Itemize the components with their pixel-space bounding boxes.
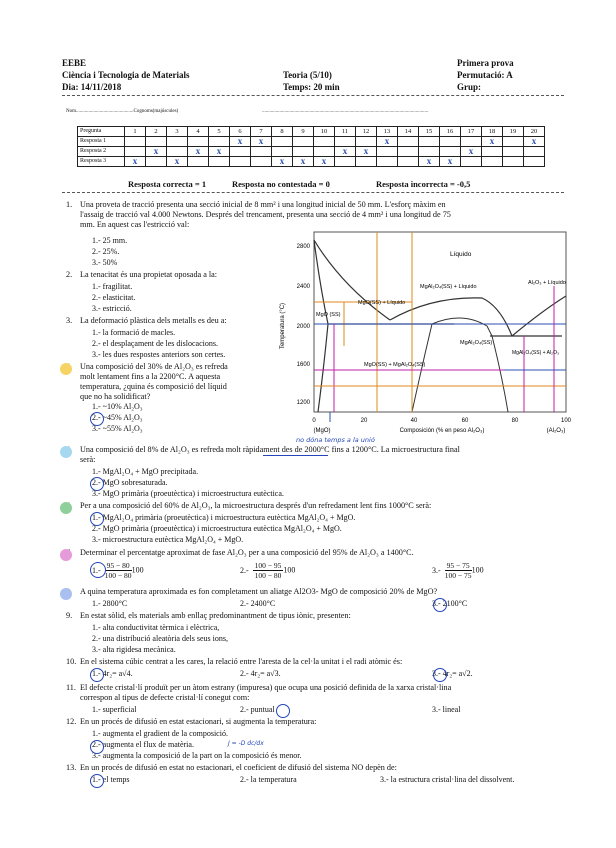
fraction-option[interactable] xyxy=(240,561,295,580)
answer-circle xyxy=(90,774,104,788)
answer-option[interactable]: 2.- 4r₂= a√3. xyxy=(240,669,281,678)
answer-cell[interactable] xyxy=(272,137,293,147)
answer-table xyxy=(77,126,545,167)
answer-cell[interactable] xyxy=(419,137,440,147)
answer-option[interactable]: 1.- alta conductivitat tèrmica i elèctrica, xyxy=(92,623,220,632)
answer-cell[interactable] xyxy=(293,137,314,147)
answer-cell[interactable] xyxy=(482,147,503,157)
answer-option[interactable]: 3.- 4r₂= a√2. xyxy=(432,669,473,678)
answer-cell[interactable] xyxy=(146,157,167,167)
question-number-cell: 9 xyxy=(293,127,314,137)
handwritten-note: no dóna temps a la unió xyxy=(296,436,375,444)
option-prefix: 3.- xyxy=(432,565,441,575)
question-number-cell: 20 xyxy=(524,127,545,137)
y-tick: 1200 xyxy=(296,400,310,406)
x-axis-label: Composición (% en peso Al₂O₃) xyxy=(399,428,485,434)
answer-cell[interactable] xyxy=(524,147,545,157)
answer-cell[interactable]: x xyxy=(377,137,398,147)
exam-section: Teoria (5/10) xyxy=(283,70,332,80)
answer-cell[interactable] xyxy=(461,157,482,167)
answer-circle xyxy=(433,598,447,612)
fraction xyxy=(105,561,132,580)
phase-diagram xyxy=(272,226,572,446)
name-dots: ..................................................................................................................................... xyxy=(262,109,429,114)
question-line: Una composició del 30% de Al₂O₃ es refreda xyxy=(80,362,228,371)
answer-option[interactable]: 2.- MgO primària (proeutèctica) i microestructura eutèctica MgAl₂O₄ + MgO. xyxy=(92,524,342,533)
x-tick: 0 xyxy=(312,418,316,424)
question-line: La tenacitat és una propietat oposada a la: xyxy=(80,270,218,279)
answer-option[interactable]: 3.- alta rigidesa mecànica. xyxy=(92,645,176,654)
answer-circle xyxy=(90,740,104,754)
question-line: serà: xyxy=(80,455,96,464)
question-text xyxy=(66,587,437,597)
x-tick: 100 xyxy=(560,418,572,424)
region-label: Al₂O₃ + Líquido xyxy=(528,280,566,286)
question-number: 9. xyxy=(66,611,73,620)
highlight-dot xyxy=(60,549,72,561)
answer-option[interactable]: 1.- fragilitat. xyxy=(92,282,133,291)
answer-cell[interactable] xyxy=(377,147,398,157)
answer-cell[interactable] xyxy=(293,147,314,157)
question-text xyxy=(66,548,414,558)
answer-cell[interactable] xyxy=(377,157,398,167)
answer-cell[interactable]: x xyxy=(419,157,440,167)
question-number-cell: 1 xyxy=(125,127,146,137)
answer-cell[interactable] xyxy=(503,157,524,167)
underline-mark xyxy=(263,455,328,456)
answer-cell[interactable] xyxy=(188,137,209,147)
question-number: 1. xyxy=(66,200,73,209)
answer-option[interactable]: 1.- el temps xyxy=(92,775,130,784)
table-row xyxy=(78,147,545,157)
question-number: 10. xyxy=(66,657,77,666)
question-text xyxy=(80,392,150,402)
answer-option[interactable]: 2.- una distribució aleatòria dels seus ions, xyxy=(92,634,228,643)
answer-circle xyxy=(90,512,104,526)
answer-cell[interactable] xyxy=(209,157,230,167)
course-name: Ciència i Tecnologia de Materials xyxy=(62,70,190,80)
exam-date: Dia: 14/11/2018 xyxy=(62,82,122,92)
answer-cell[interactable]: x xyxy=(125,157,146,167)
question-number-cell: 5 xyxy=(209,127,230,137)
region-label: MgO (SS) xyxy=(316,312,341,318)
answer-option[interactable]: 2.- puntual xyxy=(240,705,275,714)
x-end-label: (Al₂O₃) xyxy=(546,428,566,434)
answer-cell[interactable] xyxy=(230,147,251,157)
question-text xyxy=(80,455,95,465)
answer-cell[interactable]: x xyxy=(146,147,167,157)
answer-option[interactable]: 1.- la formació de macles. xyxy=(92,328,176,337)
answer-cell[interactable] xyxy=(482,157,503,167)
answer-option[interactable]: 2.- MgO sobresaturada. xyxy=(92,478,168,487)
x-tick: 80 xyxy=(511,418,519,424)
question-line: correspon al tipus de defecte cristal·lí conegut com: xyxy=(80,693,250,702)
question-line: Una proveta de tracció presenta una secció inicial de 8 mm² i una longitud inicial de 50 mm. L'esforç màxim en xyxy=(80,200,446,209)
question-line: La deformació plàstica dels metalls es deu a: xyxy=(80,316,227,325)
answer-cell[interactable]: x xyxy=(482,137,503,147)
question-line: Per a una composició del 60% de Al₂O₃, la microestructura després d'un refredament lent fins 1000°C serà: xyxy=(80,501,432,510)
x-tick: 40 xyxy=(410,418,418,424)
question-text xyxy=(66,200,446,210)
y-tick: 2000 xyxy=(296,324,310,330)
answer-cell[interactable]: x xyxy=(314,157,335,167)
question-number: 12. xyxy=(66,717,77,726)
name-label: Nom..............................................Cognoms(majúscules) xyxy=(66,109,179,114)
answer-cell[interactable] xyxy=(524,157,545,167)
denominator: 100 − 80 xyxy=(254,571,282,580)
answer-option[interactable]: 3.- microestructura eutèctica MgAl₂O₄ + MgO. xyxy=(92,535,244,544)
question-text xyxy=(66,611,351,621)
question-text xyxy=(66,362,228,372)
answer-option[interactable]: 3.- 2100°C xyxy=(432,599,468,608)
option-suffix: 100 xyxy=(283,565,296,575)
school-name: EEBE xyxy=(62,58,87,68)
answer-cell[interactable]: x xyxy=(356,147,377,157)
question-text xyxy=(66,501,431,511)
option-prefix: 2.- xyxy=(240,565,249,575)
question-number-cell: 4 xyxy=(188,127,209,137)
question-line: mm. En aquest cas l'estricció val: xyxy=(80,220,190,229)
question-line: Una composició del 8% de Al₂O₃ es refreda molt ràpidament des de 2000°C fins a 1200°C. La microestructura final xyxy=(80,445,460,454)
region-label: MgAl₂O₄(SS) + Al₂O₃ xyxy=(512,350,559,356)
question-text xyxy=(80,693,249,703)
question-number: 3. xyxy=(66,316,73,325)
question-number-cell: 14 xyxy=(398,127,419,137)
permutation: Permutació: A xyxy=(457,70,513,80)
fraction xyxy=(253,561,284,580)
row-label: Resposta 3 xyxy=(78,157,125,167)
question-number: 2. xyxy=(66,270,73,279)
denominator: 100 − 75 xyxy=(444,571,472,580)
answer-option[interactable]: 1.- 4r₂= a√4. xyxy=(92,669,133,678)
region-label: MgAl₂O₄(SS) + Líquido xyxy=(420,284,477,290)
question-number-cell: 12 xyxy=(356,127,377,137)
answer-circle xyxy=(90,477,104,491)
fraction xyxy=(445,561,472,580)
question-text xyxy=(66,316,227,326)
exam-time: Temps: 20 min xyxy=(283,82,340,92)
question-line: Determinar el percentatge aproximat de fase Al₂O₃ per a una composició del 95% de Al₂O₃ a 1400°C. xyxy=(80,548,414,557)
x-tick: 60 xyxy=(461,418,469,424)
answer-cell[interactable] xyxy=(209,137,230,147)
question-number: 13. xyxy=(66,763,77,772)
question-number-cell: 8 xyxy=(272,127,293,137)
divider xyxy=(62,95,564,96)
answer-cell[interactable]: x xyxy=(293,157,314,167)
option-suffix: 100 xyxy=(131,565,144,575)
region-label: MgAl₂O₄(SS) xyxy=(460,340,493,346)
question-line: molt lentament fins a la 2200°C. A aquesta xyxy=(80,372,221,381)
question-text xyxy=(66,445,460,455)
question-text xyxy=(80,220,189,230)
question-number-cell: 11 xyxy=(335,127,356,137)
answer-option[interactable]: 1.- 2800°C xyxy=(92,599,128,608)
answer-cell[interactable]: x xyxy=(188,147,209,157)
answer-option[interactable]: 3.- 50% xyxy=(92,258,118,267)
answer-cell[interactable] xyxy=(314,147,335,157)
answer-cell[interactable] xyxy=(188,157,209,167)
question-line: En estat sòlid, els materials amb enllaç predominantment de tipus iònic, presenten: xyxy=(80,611,351,620)
answer-cell[interactable] xyxy=(314,137,335,147)
score-wrong: Resposta incorrecta = -0,5 xyxy=(376,179,471,189)
fraction-option[interactable] xyxy=(432,561,484,580)
question-line: El defecte cristal·lí produït per un àtom estrany (impuresa) que ocupa una posició definida de la xarxa cristal·lina xyxy=(80,683,452,692)
answer-cell[interactable] xyxy=(167,137,188,147)
answer-option[interactable]: 3.- estricció. xyxy=(92,304,132,313)
numerator: 100 − 95 xyxy=(254,561,282,570)
numerator: 95 − 80 xyxy=(106,561,130,570)
x-tick: 20 xyxy=(360,418,368,424)
question-text xyxy=(66,717,316,727)
answer-cell[interactable]: x xyxy=(251,137,272,147)
answer-option[interactable]: 2.- elasticitat. xyxy=(92,293,136,302)
question-text xyxy=(66,763,397,773)
y-tick: 1600 xyxy=(296,362,310,368)
question-number-cell: 18 xyxy=(482,127,503,137)
option-prefix: 1.- xyxy=(92,565,101,575)
answer-cell[interactable] xyxy=(146,137,167,147)
answer-circle xyxy=(276,704,290,718)
answer-cell[interactable] xyxy=(461,137,482,147)
handwritten-formula: J = -D dc/dx xyxy=(228,740,264,747)
answer-option[interactable]: 1.- superficial xyxy=(92,705,137,714)
answer-option[interactable]: 2.- augmenta el flux de matèria. xyxy=(92,740,194,749)
answer-cell[interactable] xyxy=(167,147,188,157)
answer-cell[interactable]: x xyxy=(524,137,545,147)
question-number-cell: 15 xyxy=(419,127,440,137)
question-text xyxy=(66,683,451,693)
y-axis-label: Temperatura (°C) xyxy=(280,302,286,350)
question-line: temperatura, ¿quina és composició del líquid xyxy=(80,382,227,391)
question-line: En un procés de difusió en estat no estacionari, el coeficient de difusió del sistema NO depèn de: xyxy=(80,763,397,772)
answer-option[interactable]: 3.- MgO primària (proeutèctica) i microestructura eutèctica. xyxy=(92,489,284,498)
answer-cell[interactable]: x xyxy=(230,137,251,147)
question-line: que no ha solidificat? xyxy=(80,392,151,401)
answer-option[interactable]: 3.- augmenta la composició de la part on la composició és menor. xyxy=(92,751,302,760)
answer-option[interactable]: 1.- MgAl₂O₄ + MgO precipitada. xyxy=(92,467,199,476)
answer-cell[interactable] xyxy=(125,137,146,147)
question-number-cell: 3 xyxy=(167,127,188,137)
answer-option[interactable]: 2.- el desplaçament de les dislocacions. xyxy=(92,339,218,348)
row-label: Resposta 1 xyxy=(78,137,125,147)
question-text xyxy=(80,382,227,392)
answer-cell[interactable] xyxy=(503,137,524,147)
answer-cell[interactable] xyxy=(440,137,461,147)
answer-option[interactable]: 1.- ~10% Al₂O₃ xyxy=(92,402,143,411)
answer-cell[interactable] xyxy=(398,137,419,147)
region-label: Líquido xyxy=(450,251,472,258)
answer-cell[interactable] xyxy=(398,147,419,157)
question-number: 11. xyxy=(66,683,76,692)
answer-option[interactable]: 1.- MgAl₂O₄ primària (proeutèctica) i microestructura eutèctica MgAl₂O₄ + MgO. xyxy=(92,513,356,522)
table-header-label: Pregunta xyxy=(78,127,125,137)
question-number-cell: 17 xyxy=(461,127,482,137)
question-text xyxy=(80,372,220,382)
answer-cell[interactable] xyxy=(356,157,377,167)
question-number-cell: 13 xyxy=(377,127,398,137)
answer-cell[interactable] xyxy=(230,157,251,167)
answer-cell[interactable]: x xyxy=(167,157,188,167)
answer-option[interactable]: 3.- les dues respostes anteriors son certes. xyxy=(92,350,226,359)
table-row xyxy=(78,157,545,167)
plot-frame xyxy=(314,232,566,412)
question-number-cell: 7 xyxy=(251,127,272,137)
answer-option[interactable]: 2.- la temperatura xyxy=(240,775,297,784)
answer-cell[interactable]: x xyxy=(209,147,230,157)
answer-cell[interactable] xyxy=(356,137,377,147)
x-end-label: (MgO) xyxy=(313,428,331,434)
answer-option[interactable]: 1.- 25 mm. xyxy=(92,236,128,245)
highlight-dot xyxy=(60,588,72,600)
answer-option[interactable]: 3.- lineal xyxy=(432,705,461,714)
answer-circle xyxy=(433,668,447,682)
answer-circle xyxy=(90,562,106,578)
answer-cell[interactable] xyxy=(251,147,272,157)
answer-option[interactable]: 3.- la estructura cristal·lina del dissolvent. xyxy=(380,775,515,784)
answer-cell[interactable] xyxy=(335,137,356,147)
answer-option[interactable]: 3.- ~55% Al₂O₃ xyxy=(92,424,143,433)
group-label: Grup: xyxy=(457,82,482,92)
region-label: MgO(SS) + MgAl₂O₄(SS) xyxy=(364,362,426,368)
answer-cell[interactable] xyxy=(440,147,461,157)
divider xyxy=(62,192,564,193)
answer-option[interactable]: 2.- 2400°C xyxy=(240,599,276,608)
highlight-dot xyxy=(60,446,72,458)
question-text xyxy=(80,210,451,220)
exam-title: Primera prova xyxy=(457,58,514,68)
question-number-cell: 10 xyxy=(314,127,335,137)
question-line: A quina temperatura aproximada es fon completament un aliatge Al2O3- MgO de composició 20% de MgO? xyxy=(80,587,438,596)
row-label: Resposta 2 xyxy=(78,147,125,157)
question-text xyxy=(66,270,217,280)
answer-cell[interactable]: x xyxy=(440,157,461,167)
answer-circle xyxy=(90,412,104,426)
region-label: MgO(SS) + Líquido xyxy=(358,300,406,306)
answer-cell[interactable]: x xyxy=(335,147,356,157)
table-row xyxy=(78,137,545,147)
answer-option[interactable]: 2.- 25%. xyxy=(92,247,120,256)
answer-cell[interactable]: x xyxy=(272,157,293,167)
answer-option[interactable]: 2.- ~45% Al₂O₃ xyxy=(92,413,143,422)
question-text xyxy=(66,657,402,667)
y-tick: 2400 xyxy=(296,284,310,290)
answer-cell[interactable] xyxy=(419,147,440,157)
option-suffix: 100 xyxy=(471,565,484,575)
answer-cell[interactable] xyxy=(503,147,524,157)
denominator: 100 − 80 xyxy=(104,571,132,580)
numerator: 95 − 75 xyxy=(446,561,470,570)
score-correct: Resposta correcta = 1 xyxy=(128,179,207,189)
highlight-dot xyxy=(60,502,72,514)
question-number-cell: 16 xyxy=(440,127,461,137)
answer-circle xyxy=(90,668,104,682)
question-number-cell: 2 xyxy=(146,127,167,137)
question-number-cell: 6 xyxy=(230,127,251,137)
score-blank: Resposta no contestada = 0 xyxy=(232,179,330,189)
highlight-dot xyxy=(60,363,72,375)
answer-cell[interactable] xyxy=(335,157,356,167)
answer-cell[interactable] xyxy=(251,157,272,167)
answer-cell[interactable] xyxy=(125,147,146,157)
question-line: En el sistema cúbic centrat a les cares, la relació entre l'aresta de la cel·la unitat i el radi atòmic és: xyxy=(80,657,403,666)
question-line: l'assaig de tracció val 4.000 Newtons. Després del trencament, presenta una secció de 4 mm² i una longitud de 75 xyxy=(80,210,451,219)
answer-cell[interactable] xyxy=(272,147,293,157)
answer-cell[interactable]: x xyxy=(461,147,482,157)
y-tick: 2800 xyxy=(296,244,310,250)
answer-option[interactable]: 1.- augmenta el gradient de la composició. xyxy=(92,729,228,738)
question-line: En un procés de difusió en estat estacionari, si augmenta la temperatura: xyxy=(80,717,317,726)
question-number-cell: 19 xyxy=(503,127,524,137)
answer-cell[interactable] xyxy=(398,157,419,167)
